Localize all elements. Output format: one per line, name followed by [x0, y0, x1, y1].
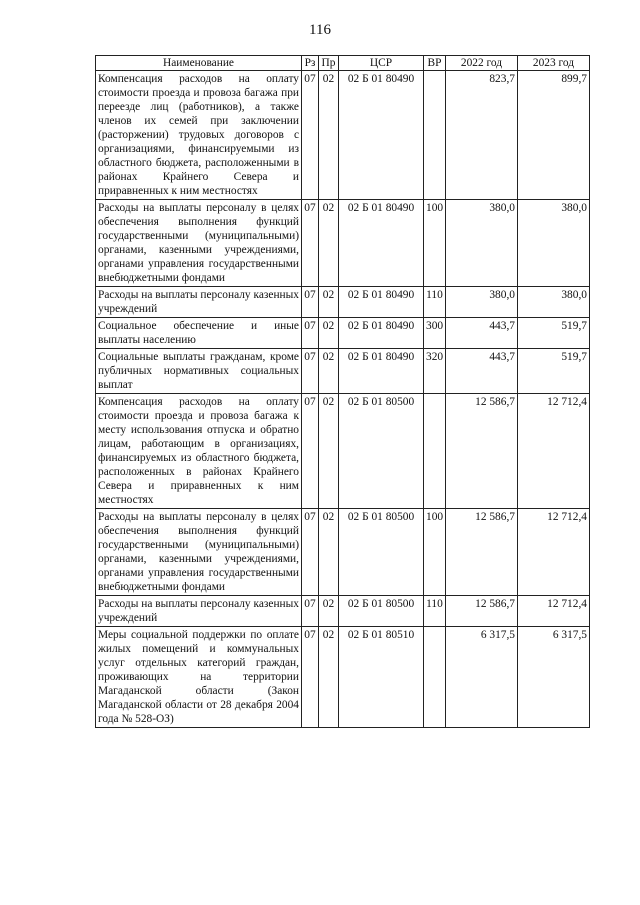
table-row — [96, 318, 590, 349]
row-pr: 02 — [319, 627, 339, 728]
row-vr: 100 — [424, 200, 446, 287]
row-name: Расходы на выплаты персоналу казенных учреждений — [96, 596, 302, 627]
page-number: 116 — [309, 22, 331, 38]
row-vr — [424, 71, 446, 200]
table-row — [96, 596, 590, 627]
row-csr: 02 Б 01 80500 — [339, 596, 424, 627]
table-row — [96, 71, 590, 200]
row-name: Компенсация расходов на оплату стоимости проезда и провоза багажа к месту использования отпуска и обратно лицам, работающим в организациях, финансируемых из областного бюджета, расположенных в районах Крайнего Севера и приравненных к ним местностях — [96, 394, 302, 509]
header-vr: ВР — [424, 56, 446, 71]
row-2022: 12 586,7 — [446, 509, 518, 596]
row-rz: 07 — [302, 509, 319, 596]
row-csr: 02 Б 01 80490 — [339, 71, 424, 200]
row-2022: 443,7 — [446, 318, 518, 349]
row-name: Социальное обеспечение и иные выплаты населению — [96, 318, 302, 349]
row-name: Компенсация расходов на оплату стоимости проезда и провоза багажа при переезде лиц (работников), а также членов их семей при заключении (расторжении) трудовых договоров с организациями, финансируемыми из областного бюджета, расположенными в районах Крайнего Севера и приравненных к ним местностях — [96, 71, 302, 200]
table-row — [96, 349, 590, 394]
row-pr: 02 — [319, 71, 339, 200]
row-name: Меры социальной поддержки по оплате жилых помещений и коммунальных услуг отдельных категорий граждан, проживающих на территории Магаданской области (Закон Магаданской области от 28 декабря 2004 года № 528-ОЗ) — [96, 627, 302, 728]
table-row — [96, 394, 590, 509]
row-2023: 6 317,5 — [518, 627, 590, 728]
row-vr — [424, 394, 446, 509]
header-csr: ЦСР — [339, 56, 424, 71]
row-name: Расходы на выплаты персоналу в целях обеспечения выполнения функций государственными (муниципальными) органами, казенными учреждениями, органами управления государственными внебюджетными фондами — [96, 200, 302, 287]
row-vr: 320 — [424, 349, 446, 394]
table-header-row — [96, 56, 590, 71]
row-rz: 07 — [302, 71, 319, 200]
row-pr: 02 — [319, 596, 339, 627]
row-vr: 110 — [424, 287, 446, 318]
row-pr: 02 — [319, 394, 339, 509]
row-2022: 6 317,5 — [446, 627, 518, 728]
row-name: Расходы на выплаты персоналу казенных учреждений — [96, 287, 302, 318]
row-2022: 443,7 — [446, 349, 518, 394]
row-2023: 12 712,4 — [518, 596, 590, 627]
row-rz: 07 — [302, 349, 319, 394]
row-rz: 07 — [302, 394, 319, 509]
row-2023: 380,0 — [518, 287, 590, 318]
row-pr: 02 — [319, 509, 339, 596]
row-2022: 12 586,7 — [446, 394, 518, 509]
row-csr: 02 Б 01 80500 — [339, 509, 424, 596]
row-vr: 300 — [424, 318, 446, 349]
row-2022: 380,0 — [446, 200, 518, 287]
table-row — [96, 200, 590, 287]
row-2022: 823,7 — [446, 71, 518, 200]
row-vr: 110 — [424, 596, 446, 627]
row-2023: 380,0 — [518, 200, 590, 287]
row-rz: 07 — [302, 627, 319, 728]
row-vr — [424, 627, 446, 728]
row-2022: 380,0 — [446, 287, 518, 318]
row-pr: 02 — [319, 349, 339, 394]
header-name: Наименование — [96, 56, 302, 71]
row-2023: 519,7 — [518, 349, 590, 394]
row-csr: 02 Б 01 80490 — [339, 349, 424, 394]
header-rz: Рз — [302, 56, 319, 71]
row-2023: 519,7 — [518, 318, 590, 349]
row-pr: 02 — [319, 318, 339, 349]
row-2023: 12 712,4 — [518, 509, 590, 596]
table-row — [96, 627, 590, 728]
row-2023: 12 712,4 — [518, 394, 590, 509]
budget-table — [95, 55, 590, 728]
row-name: Социальные выплаты гражданам, кроме публичных нормативных социальных выплат — [96, 349, 302, 394]
row-rz: 07 — [302, 200, 319, 287]
row-csr: 02 Б 01 80510 — [339, 627, 424, 728]
row-csr: 02 Б 01 80490 — [339, 287, 424, 318]
table-row — [96, 287, 590, 318]
header-pr: Пр — [319, 56, 339, 71]
table-row — [96, 509, 590, 596]
row-vr: 100 — [424, 509, 446, 596]
header-2022: 2022 год — [446, 56, 518, 71]
row-rz: 07 — [302, 596, 319, 627]
row-2022: 12 586,7 — [446, 596, 518, 627]
row-rz: 07 — [302, 287, 319, 318]
row-2023: 899,7 — [518, 71, 590, 200]
row-csr: 02 Б 01 80500 — [339, 394, 424, 509]
row-name: Расходы на выплаты персоналу в целях обеспечения выполнения функций государственными (муниципальными) органами, казенными учреждениями, органами управления государственными внебюджетными фондами — [96, 509, 302, 596]
row-csr: 02 Б 01 80490 — [339, 318, 424, 349]
row-pr: 02 — [319, 287, 339, 318]
header-2023: 2023 год — [518, 56, 590, 71]
row-pr: 02 — [319, 200, 339, 287]
row-csr: 02 Б 01 80490 — [339, 200, 424, 287]
row-rz: 07 — [302, 318, 319, 349]
